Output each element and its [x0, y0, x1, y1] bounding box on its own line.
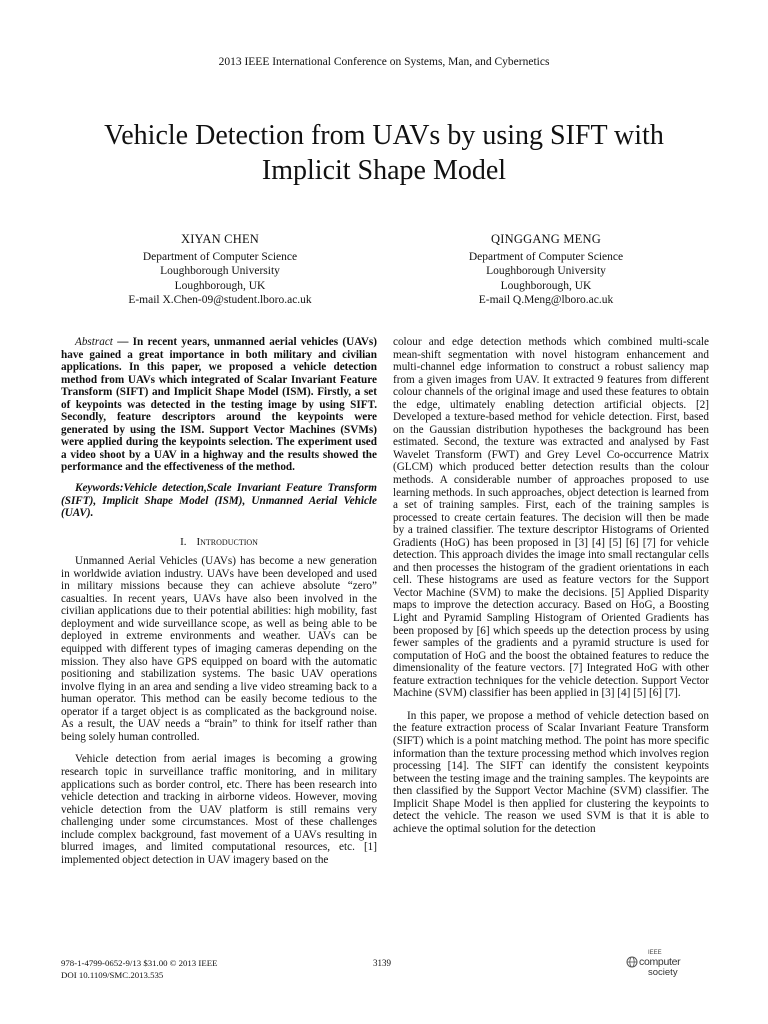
author-block-1 — [55, 232, 385, 308]
right-column — [393, 336, 709, 835]
author-department: Department of Computer Science — [468, 250, 624, 263]
abstract — [61, 336, 377, 474]
intro-paragraph-1: Unmanned Aerial Vehicles (UAVs) has become a new generation in worldwide aviation industry. UAVs have been developed and used in military missions because they can achieve absolute “zero” casualties. In recent years, UAVs have also been involved in the civilian applications due to their potential abilities: high mobility, fast deployment and wide surveillance scope, as well as being able to be deployed in extreme environments and weather. UAVs can be equipped with different types of imaging cameras depending on the mission. They also have GPS equipped on board with the automatic positioning and stabilization systems. The basic UAV operations involve flying in an area and sending a live video streaming back to a human operator. This method can be easily become tedious to the operator if a target object is as complicated as the background noise. As a result, the UAV needs a “brain” to think for itself rather than being solely human controlled. — [61, 555, 377, 743]
ieee-computer-society-logo — [626, 950, 706, 980]
section-title: Introduction — [196, 535, 258, 548]
intro-paragraph-2: Vehicle detection from aerial images is becoming a growing research topic in surveillance traffic monitoring, and in military applications such as border control, etc. There has been research into vehicle detection and tracking in airborne videos. However, moving vehicle detection from the UAV platform is still remains very challenging under some circumstances. Most of these challenges include complex background, fast movement of a UAVs resulting in blurred images, and limited computational resources, etc. [1] implemented object detection in UAV imagery based on the — [61, 753, 377, 866]
author-location: Loughborough, UK — [500, 279, 592, 292]
page-number: 3139 — [373, 958, 391, 968]
related-work-paragraph: colour and edge detection methods which combined multi-scale mean-shift segmentation with novel histogram enhancement and multi-channel edge information to construct a robust saliency map from a given images from UAV. It extracted 9 features from different colour channels of the original image and used these features to obtain the edge, ultimately enabling detection artificial objects. [2] Developed a texture-based method for vehicle detection. First, based on the Gaussian distribution hypotheses the background has been estimated. Second, the texture was extracted and analysed by Fast Wavelet Transform (FWT) and Grey Level Co-occurrence Matrix (GLCM) which produced better detection results than the colour methods. A considerable number of approaches proposed to use learning methods. In such approaches, object detection is learned from a set of training samples. First, each of the training samples is processed to create certain features. The decision will then be made by a trained classifier. The texture descriptor Histograms of Oriented Gradients (HoG) has been proposed in [3] [4] [5] [6] [7] for vehicle detection. This approach divides the image into small rectangular cells and then processes the histogram of the gradient orientations in each cell. These histograms are used as feature vectors for the Support Vector Machine (SVM) to make the decisions. [5] Applied Disparity maps to improve the detection accuracy. Based on HoG, a Boosting Light and Pyramid Sampling Histogram of Oriented Gradients has been proposed by [6] which speeds up the detection process by using fewer samples of the gradients and a pyramid structure is used for computation of HoG and the boost the obtained features to reduce the dimensionality of the feature vectors. [7] Integrated HoG with other feature extraction techniques for the vehicle detection. Support Vector Machine (SVM) classifier has been applied in [3] [4] [5] [6] [7]. — [393, 336, 709, 700]
globe-icon — [626, 956, 638, 968]
author-university: Loughborough University — [160, 265, 280, 277]
logo-computer-text: computer — [639, 956, 681, 968]
footer-doi: DOI 10.1109/SMC.2013.535 — [61, 969, 164, 980]
proposal-paragraph: In this paper, we propose a method of vehicle detection based on the feature extraction process of Scalar Invariant Feature Transform (SIFT) which is a point matching method. The point has more specific information than the texture processing method which involves region processing [14]. The SIFT can identify the consistent keypoints between the testing image and the training samples. The keypoints are then classified by the Support Vector Machine (SVM) classifier. The Implicit Shape Model is then applied for clustering the keypoints to detect the vehicle. The reason we used SVM is that it is able to achieve the optimal solution for the detection — [393, 709, 709, 835]
footer-isbn: 978-1-4799-0652-9/13 $31.00 © 2013 IEEE — [61, 958, 218, 968]
author-email: E-mail X.Chen-09@student.lboro.ac.uk — [128, 294, 312, 306]
section-heading-introduction — [61, 536, 377, 549]
footer-copyright — [61, 958, 217, 981]
author-email: E-mail Q.Meng@lboro.ac.uk — [478, 294, 614, 306]
keywords: Keywords:Vehicle detection,Scale Invariant Feature Transform (SIFT), Implicit Shape Model (ISM), Unmanned Aerial Vehicle (UAV). — [61, 482, 377, 520]
author-location: Loughborough, UK — [174, 279, 266, 292]
author-name: QINGGANG MENG — [491, 232, 601, 246]
abstract-label: Abstract — [75, 336, 113, 348]
left-column — [61, 336, 377, 866]
logo-ieee-text: IEEE — [648, 950, 662, 956]
logo-society-text: society — [648, 967, 678, 978]
author-university: Loughborough University — [486, 265, 606, 277]
abstract-dash: — — [112, 336, 133, 348]
section-number: I. — [180, 535, 187, 548]
author-block-2 — [381, 232, 711, 308]
author-name: XIYAN CHEN — [180, 232, 260, 246]
author-department: Department of Computer Science — [142, 250, 298, 263]
abstract-text: In recent years, unmanned aerial vehicles (UAVs) have gained a great importance in both military and civilian applications. In this paper, we proposed a vehicle detection method from UAVs which integrated of Scalar Invariant Feature Transform (SIFT) and Implicit Shape Model (ISM). Firstly, a set of keypoints was detected in the testing image by using SIFT. Secondly, feature descriptors around the keypoints were generated by using the ISM. Support Vector Machines (SVMs) were applied during the keypoints selection. The experiment used a video shoot by a UAV in a highway and the results showed the performance and the effectiveness of the method. — [61, 336, 377, 474]
paper-title: Vehicle Detection from UAVs by using SIFT with Implicit Shape Model — [104, 120, 664, 186]
conference-header: 2013 IEEE International Conference on Systems, Man, and Cybernetics — [218, 56, 550, 68]
